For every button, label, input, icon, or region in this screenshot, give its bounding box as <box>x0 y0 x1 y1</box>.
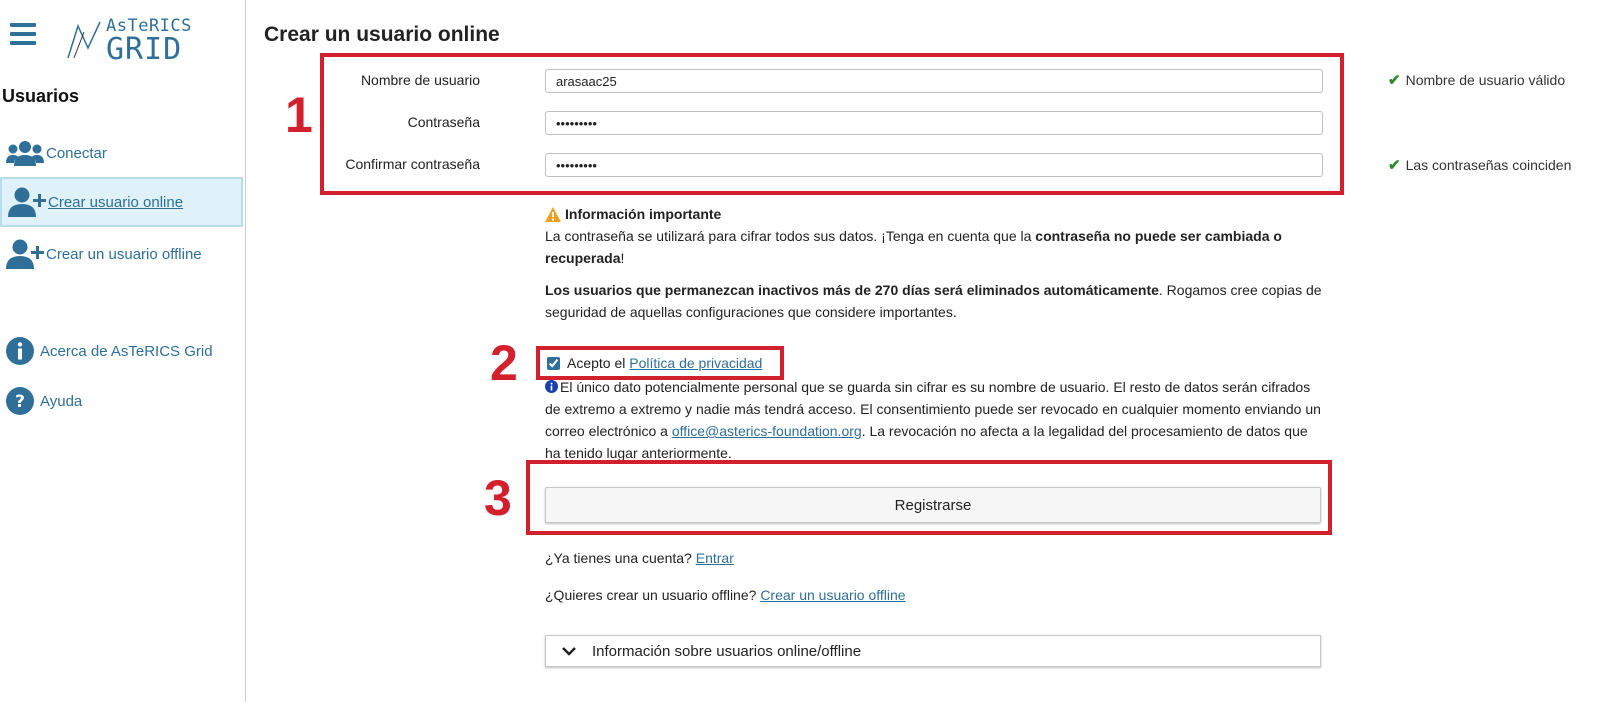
sidebar-item-crear-usuario-offline[interactable] <box>0 230 243 278</box>
check-icon: ✔ <box>1388 72 1401 89</box>
register-button[interactable]: Registrarse <box>545 487 1321 523</box>
app-logo <box>66 14 196 67</box>
sidebar-item-label: Crear usuario online <box>48 193 184 211</box>
email-link[interactable]: office@asterics-foundation.org <box>671 423 862 439</box>
password-status-text: Las contraseñas coinciden <box>1405 157 1572 173</box>
privacy-policy-link[interactable]: Política de privacidad <box>629 355 763 371</box>
login-prompt <box>545 547 1325 569</box>
sidebar-item-label: Crear un usuario offline <box>46 245 202 263</box>
users-icon <box>6 139 46 167</box>
online-offline-info-accordion[interactable] <box>545 635 1321 667</box>
sidebar-item-label: Acerca de AsTeRICS Grid <box>40 342 213 360</box>
privacy-checkbox[interactable] <box>547 357 560 370</box>
important-p2-bold: Los usuarios que permanezcan inactivos más de 270 días será eliminados automáticamente <box>545 282 1159 298</box>
important-heading: Información importante <box>565 206 722 222</box>
important-p1-end: ! <box>620 250 625 266</box>
offline-prompt <box>545 584 1325 606</box>
username-input[interactable] <box>545 69 1323 93</box>
password-label: Contraseña <box>407 114 480 130</box>
username-status-text: Nombre de usuario válido <box>1405 72 1566 88</box>
sidebar <box>0 0 246 702</box>
important-p2-text: . Rogamos cree copias de seguridad de aquellas configuraciones que considere importantes. <box>545 282 1322 320</box>
create-offline-user-link[interactable]: Crear un usuario offline <box>760 587 906 603</box>
accordion-label: Información sobre usuarios online/offline <box>592 642 862 660</box>
offline-question-text: ¿Quieres crear un usuario offline? <box>545 587 761 603</box>
have-account-text: ¿Ya tienes una cuenta? <box>545 550 696 566</box>
check-icon: ✔ <box>1388 157 1401 174</box>
privacy-info-text: El único dato potencialmente personal que se guarda sin cifrar es su nombre de usuario. El resto de datos serán cifrados de extremo a extremo y nadie más tendrá acceso. El consentimiento puede ser revocado en cualquier momento enviando un correo electrónico a <box>545 379 1321 439</box>
username-valid-status <box>1388 71 1565 89</box>
chevron-down-icon <box>562 646 576 656</box>
info-circle-icon <box>6 337 40 365</box>
important-p1-text: La contraseña se utilizará para cifrar todos sus datos. ¡Tenga en cuenta que la <box>545 228 1036 244</box>
info-icon <box>545 380 558 393</box>
page-title: Crear un usuario online <box>264 23 500 46</box>
important-paragraph-2 <box>545 279 1325 323</box>
password-match-status <box>1388 156 1571 174</box>
sidebar-item-label: Ayuda <box>40 392 83 410</box>
question-circle-icon <box>6 387 40 415</box>
sidebar-item-acerca[interactable] <box>0 328 243 374</box>
annotation-number-1: 1 <box>285 87 313 143</box>
important-info <box>545 203 1325 323</box>
warning-icon <box>545 207 561 222</box>
password-input[interactable] <box>545 111 1323 135</box>
important-p1-bold: contraseña no puede ser cambiada o recuperada <box>545 228 1282 266</box>
svg-text:?: ? <box>15 392 25 412</box>
sidebar-item-ayuda[interactable] <box>0 378 243 424</box>
confirm-password-label: Confirmar contraseña <box>345 156 480 172</box>
logo-mark-icon <box>66 18 106 62</box>
privacy-info <box>545 376 1325 464</box>
important-heading-row <box>545 203 1325 225</box>
sidebar-item-conectar[interactable] <box>0 130 243 176</box>
sidebar-item-crear-usuario-online[interactable] <box>0 177 243 227</box>
annotation-number-2: 2 <box>490 335 518 391</box>
confirm-password-input[interactable] <box>545 153 1323 177</box>
annotation-number-3: 3 <box>484 470 512 526</box>
hamburger-menu-icon[interactable] <box>10 23 36 45</box>
logo-text-bottom: GRID <box>106 32 183 67</box>
important-paragraph-1 <box>545 225 1325 269</box>
username-label: Nombre de usuario <box>360 72 480 88</box>
sidebar-item-label: Conectar <box>46 144 107 162</box>
accept-text: Acepto el <box>567 355 626 371</box>
privacy-consent-row <box>547 355 762 371</box>
logo-text-top: AsTeRICS <box>106 16 192 36</box>
sidebar-heading: Usuarios <box>2 86 80 106</box>
privacy-info-text-end: . La revocación no afecta a la legalidad del procesamiento de datos que ha tenido lugar anteriormente. <box>545 423 1308 461</box>
user-plus-icon <box>6 238 46 270</box>
user-plus-icon <box>8 186 48 218</box>
login-link[interactable]: Entrar <box>695 550 734 566</box>
